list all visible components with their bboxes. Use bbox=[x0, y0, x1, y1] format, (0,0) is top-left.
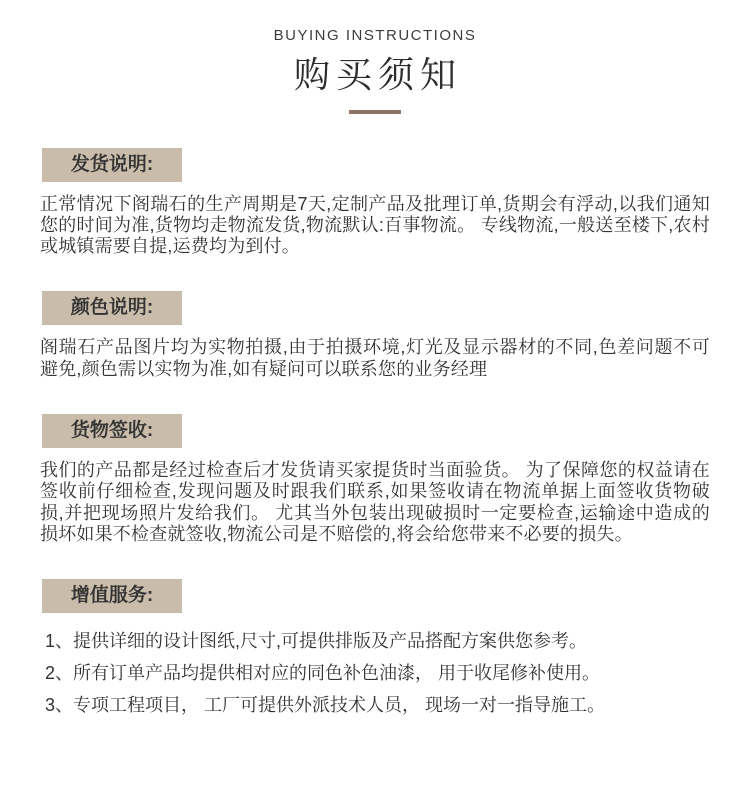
section-label-receipt: 货物签收: bbox=[42, 414, 182, 448]
section-label-color: 颜色说明: bbox=[42, 291, 182, 325]
section-color bbox=[40, 257, 710, 380]
service-item-3: 3、专项工程项目， 工厂可提供外派技术人员， 现场一对一指导施工。 bbox=[45, 695, 606, 716]
section-label-shipping: 发货说明: bbox=[42, 148, 182, 182]
section-shipping bbox=[40, 114, 710, 258]
section-body-receipt: 我们的产品都是经过检查后才发货请买家提货时当面验货。 为了保障您的权益请在签收前仔细检查,发现问题及时跟我们联系,如果签收请在物流单据上面签收货物破损,并把现场照片发给我们。 尤其当外包装出现破损时一定要检查,运输途中造成的损坏如果不检查就签收,物流公司是不赔偿的,将会给您带来不必要的损失。 bbox=[40, 460, 710, 544]
service-item-2: 2、所有订单产品均提供相对应的同色补色油漆， 用于收尾修补使用。 bbox=[45, 663, 601, 684]
page-title: 购买须知 bbox=[293, 54, 462, 95]
section-receipt bbox=[40, 380, 710, 545]
section-services bbox=[40, 545, 710, 715]
section-body-shipping: 正常情况下阁瑞石的生产周期是7天,定制产品及批理订单,货期会有浮动,以我们通知您的时间为准,货物均走物流发货,物流默认:百事物流。 专线物流,一般送至楼下,农村或城镇需要自提,运费均为到付。 bbox=[40, 193, 710, 257]
service-item-1: 1、提供详细的设计图纸,尺寸,可提供排版及产品搭配方案供您参考。 bbox=[45, 631, 588, 652]
section-label-services: 增值服务: bbox=[42, 579, 182, 613]
service-list bbox=[40, 631, 710, 715]
page-header bbox=[0, 0, 750, 114]
header-subtitle: BUYING INSTRUCTIONS bbox=[273, 27, 477, 44]
section-body-color: 阁瑞石产品图片均为实物拍摄,由于拍摄环境,灯光及显示器材的不同,色差问题不可避免,颜色需以实物为准,如有疑问可以联系您的业务经理 bbox=[40, 337, 710, 379]
